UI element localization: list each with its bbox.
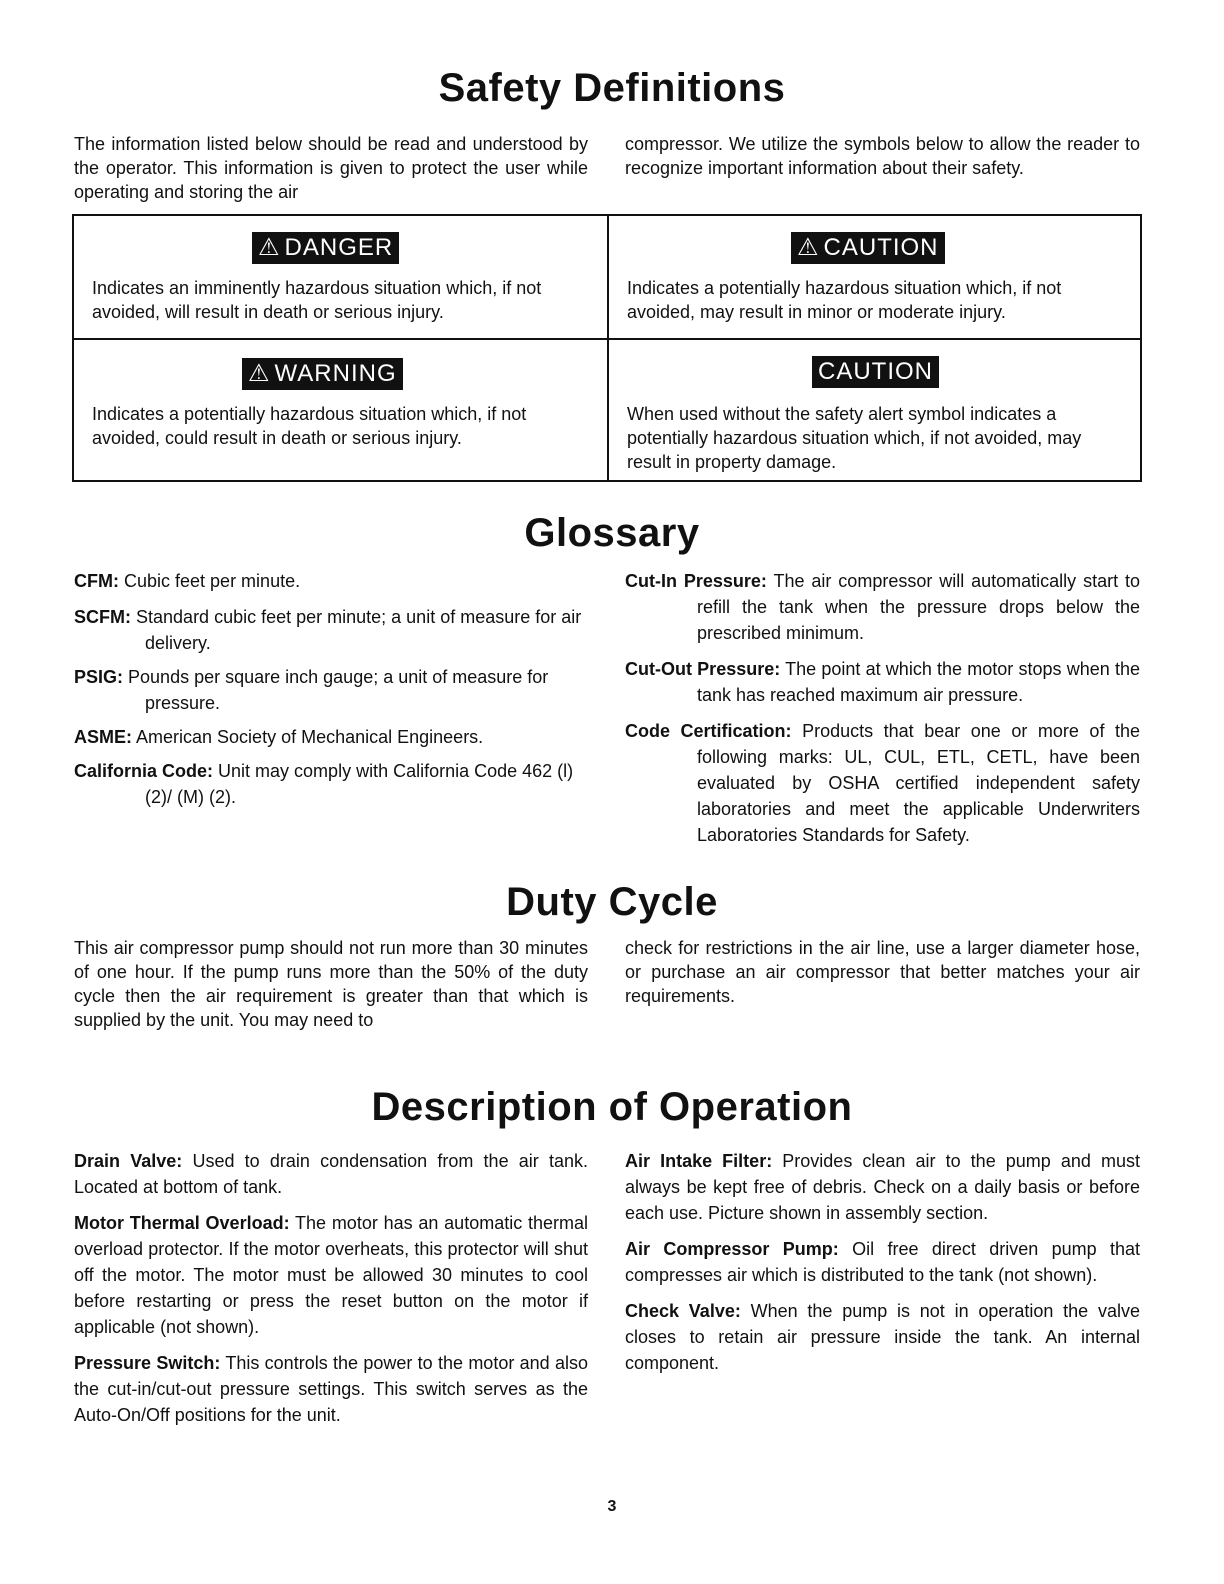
operation-item-filter <box>625 1148 1140 1226</box>
operation-def: The motor has an automatic thermal overload protector. If the motor overheats, this protector will shut off the motor. The motor must be allowed 30 minutes to cool before restarting or press the reset button on the motor if applicable (not shown). <box>74 1213 589 1337</box>
glossary-def: The air compressor will automatically start to refill the tank when the pressure drops below the prescribed minimum. <box>697 571 1140 643</box>
glossary-item-cutin <box>625 568 1140 646</box>
glossary-def: Cubic feet per minute. <box>124 571 301 591</box>
operation-def: Provides clean air to the pump and must always be kept free of debris. Check on a daily basis or before each use. Picture shown in assembly section. <box>625 1151 1140 1223</box>
operation-term: Check Valve: <box>625 1301 741 1321</box>
caution-plain-badge: CAUTION <box>812 356 939 388</box>
glossary-def: Standard cubic feet per minute; a unit of measure for air delivery. <box>136 607 582 653</box>
safety-intro-right: compressor. We utilize the symbols below to allow the reader to recognize important information about their safety. <box>625 134 1140 178</box>
safety-title: Safety Definitions <box>438 66 786 110</box>
glossary-item-codecert <box>625 718 1140 848</box>
glossary-def: Products that bear one or more of the following marks: UL, CUL, ETL, CETL, have been evaluated by OSHA certified independent safety laboratories and meet the applicable Underwriters Laboratories Standards for Safety. <box>697 721 1140 845</box>
glossary-item-cutout <box>625 656 1140 708</box>
glossary-item-scfm <box>74 604 588 656</box>
operation-term: Motor Thermal Overload: <box>74 1213 290 1233</box>
safety-alert-icon: ⚠ <box>248 360 271 387</box>
glossary-def: Pounds per square inch gauge; a unit of measure for pressure. <box>128 667 549 713</box>
glossary-item-cfm <box>74 568 588 594</box>
operation-title: Description of Operation <box>371 1085 853 1129</box>
duty-cycle-left: This air compressor pump should not run more than 30 minutes of one hour. If the pump runs more than the 50% of the duty cycle then the air requirement is greater than that which is supplied by the unit. You may need to <box>74 938 588 1030</box>
glossary-term: CFM: <box>74 571 119 591</box>
duty-cycle-right: check for restrictions in the air line, use a larger diameter hose, or purchase an air compressor that better matches your air requirements. <box>625 938 1140 1006</box>
operation-def: Oil free direct driven pump that compresses air which is distributed to the tank (not shown). <box>625 1239 1140 1285</box>
glossary-def: Unit may comply with California Code 462 (l) (2)/ (M) (2). <box>145 761 574 807</box>
safety-alert-icon: ⚠ <box>797 234 820 261</box>
operation-item-thermal <box>74 1210 588 1340</box>
safety-intro-left: The information listed below should be read and understood by the operator. This information is given to protect the user while operating and storing the air <box>74 134 588 202</box>
operation-item-drain <box>74 1148 588 1200</box>
table-divider <box>607 216 609 480</box>
operation-def: Used to drain condensation from the air tank. Located at bottom of tank. <box>74 1151 588 1197</box>
operation-item-pump <box>625 1236 1140 1288</box>
glossary-left-column <box>74 568 588 810</box>
glossary-item-asme <box>74 724 588 750</box>
danger-text: Indicates an imminently hazardous situation which, if not avoided, will result in death or serious injury. <box>92 278 542 322</box>
operation-def: When the pump is not in operation the valve closes to retain air pressure inside the tank. An internal component. <box>625 1301 1140 1373</box>
caution-plain-text: When used without the safety alert symbol indicates a potentially hazardous situation which, if not avoided, may result in property damage. <box>627 404 1082 472</box>
glossary-term: Cut-In Pressure: <box>625 571 767 591</box>
caution-alert-text: Indicates a potentially hazardous situation which, if not avoided, may result in minor or moderate injury. <box>627 278 1062 322</box>
glossary-item-california <box>74 758 588 810</box>
operation-left-column <box>74 1148 588 1438</box>
glossary-term: California Code: <box>74 761 214 781</box>
page-number: 3 <box>607 1498 617 1515</box>
glossary-right-column <box>625 568 1140 848</box>
operation-item-pressure-switch <box>74 1350 588 1428</box>
safety-alert-icon: ⚠ <box>258 234 281 261</box>
glossary-def: The point at which the motor stops when the tank has reached maximum air pressure. <box>697 659 1140 705</box>
safety-definitions-table <box>72 214 1142 482</box>
glossary-term: Code Certification: <box>625 721 792 741</box>
glossary-def: American Society of Mechanical Engineers. <box>136 727 484 747</box>
operation-term: Pressure Switch: <box>74 1353 221 1373</box>
caution-alert-badge: ⚠ CAUTION <box>791 232 945 264</box>
danger-badge: ⚠ DANGER <box>252 232 399 264</box>
operation-term: Air Intake Filter: <box>625 1151 773 1171</box>
table-divider <box>74 338 1140 340</box>
glossary-term: ASME: <box>74 727 132 747</box>
glossary-term: Cut-Out Pressure: <box>625 659 781 679</box>
warning-text: Indicates a potentially hazardous situation which, if not avoided, could result in death or serious injury. <box>92 404 527 448</box>
glossary-term: SCFM: <box>74 607 131 627</box>
glossary-term: PSIG: <box>74 667 124 687</box>
operation-def: This controls the power to the motor and also the cut-in/cut-out pressure settings. This switch serves as the Auto-On/Off positions for the unit. <box>74 1353 588 1425</box>
operation-right-column <box>625 1148 1140 1386</box>
duty-cycle-title: Duty Cycle <box>506 880 718 924</box>
operation-term: Air Compressor Pump: <box>625 1239 839 1259</box>
glossary-item-psig <box>74 664 588 716</box>
warning-badge: ⚠ WARNING <box>242 358 403 390</box>
operation-term: Drain Valve: <box>74 1151 183 1171</box>
glossary-title: Glossary <box>524 511 700 555</box>
operation-item-check-valve <box>625 1298 1140 1376</box>
